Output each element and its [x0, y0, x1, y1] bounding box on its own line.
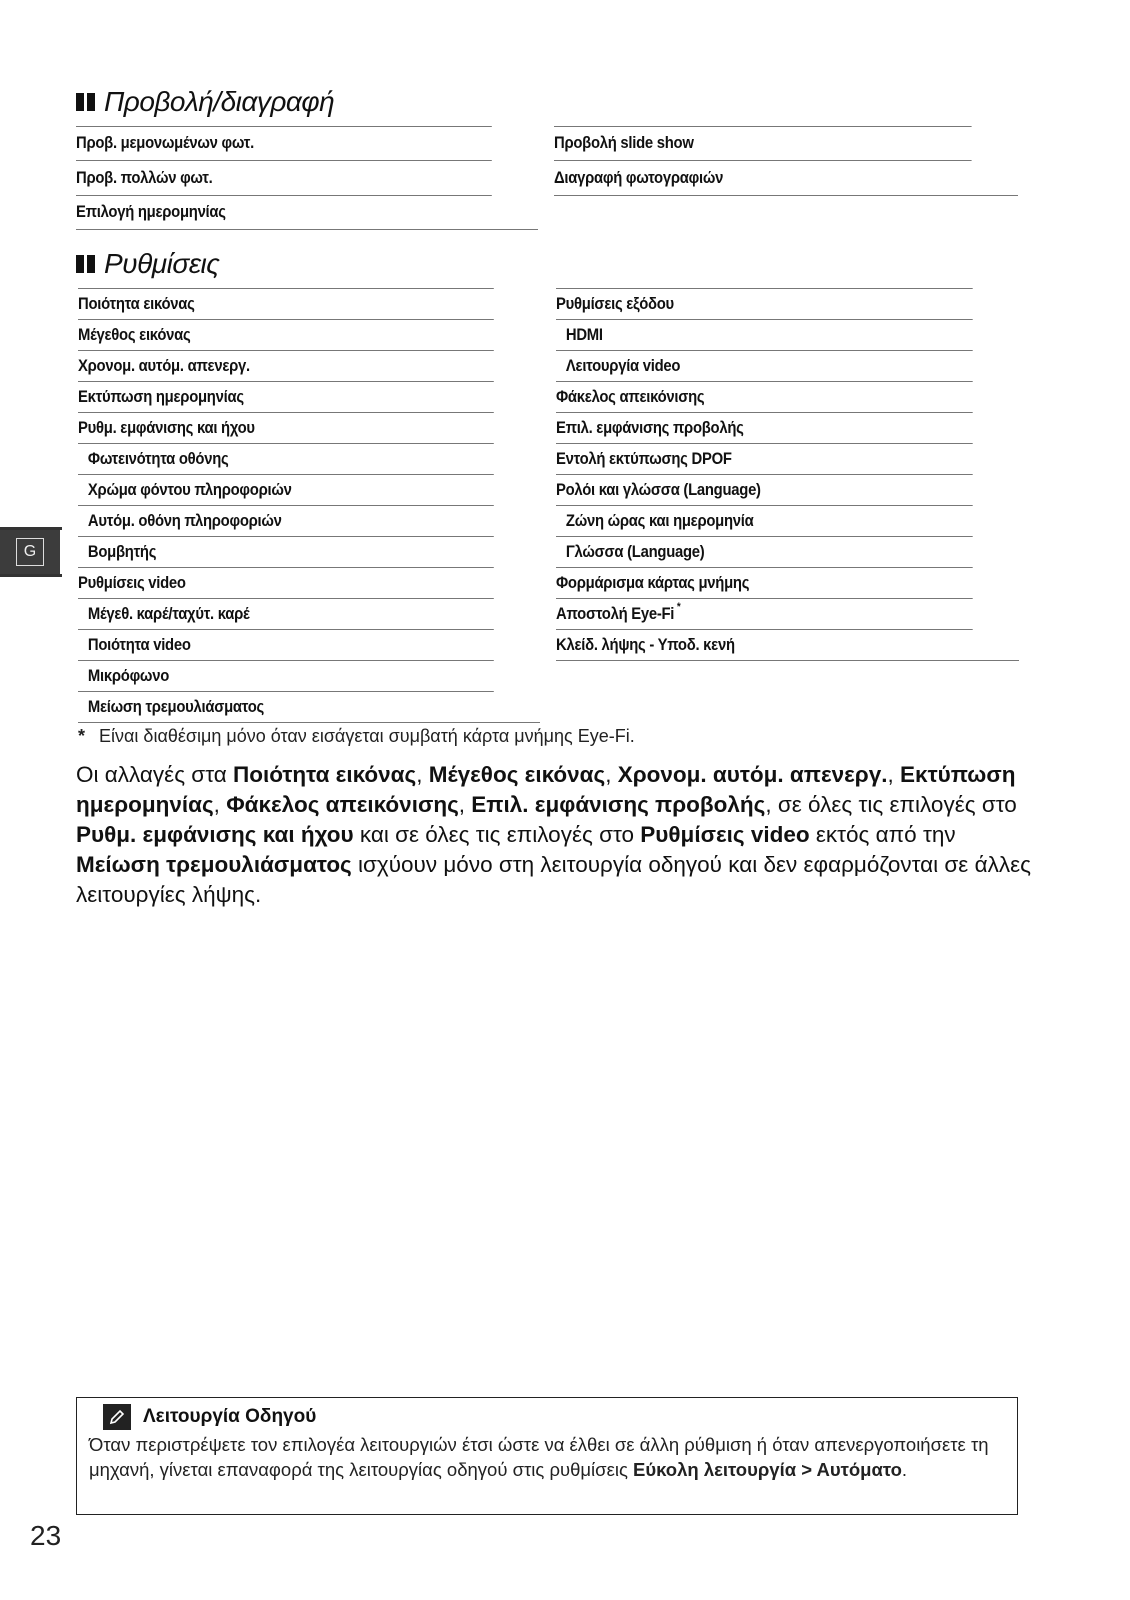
- paragraph-text: εκτός από την: [809, 822, 956, 847]
- setup-menu-right: [556, 288, 1019, 661]
- section-title: Προβολή/διαγραφή: [104, 86, 335, 117]
- menu-item-label: Επιλ. εμφάνισης προβολής: [556, 418, 744, 437]
- paragraph-text: ισχύουν μόνο στη λειτουργία οδηγού και δεν εφαρμόζονται σε άλλες λειτουργίες λήψης.: [76, 852, 1031, 907]
- body-paragraph: [76, 760, 1036, 910]
- note-box: [76, 1397, 1018, 1515]
- menu-item-label: Χρώμα φόντου πληροφοριών: [87, 480, 292, 499]
- menu-item: [556, 505, 973, 536]
- chapter-tab: [0, 527, 62, 577]
- playback-menu-right: [554, 126, 1018, 196]
- menu-item-label: Εντολή εκτύπωσης DPOF: [556, 449, 732, 468]
- menu-item-label: Ζώνη ώρας και ημερομηνία: [565, 511, 754, 530]
- menu-item-label: Μικρόφωνο: [87, 666, 170, 685]
- menu-item: [556, 536, 973, 567]
- menu-item: [556, 598, 973, 629]
- section-marker-icon: [76, 255, 95, 273]
- menu-item-label: Προβ. μεμονωμένων φωτ.: [76, 134, 254, 153]
- menu-item-label: Αποστολή Eye-Fi: [556, 604, 675, 623]
- section-heading-setup: [76, 248, 219, 280]
- menu-item: [78, 288, 494, 319]
- menu-item: [78, 598, 494, 629]
- footnote-mark: *: [78, 726, 86, 746]
- menu-item-label: Γλώσσα (Language): [565, 542, 705, 561]
- paragraph-term: Μέγεθος εικόνας: [428, 762, 606, 787]
- page-number: 23: [30, 1520, 62, 1551]
- footnote-marker: *: [676, 601, 681, 613]
- menu-item: [556, 319, 973, 350]
- menu-item-label: Μέγεθ. καρέ/ταχύτ. καρέ: [87, 604, 250, 623]
- menu-item-label: Ρολόι και γλώσσα (Language): [556, 480, 761, 499]
- note-body: [89, 1432, 1005, 1482]
- paragraph-term: Μείωση τρεμουλιάσματος: [76, 852, 352, 877]
- footnote: [78, 726, 635, 747]
- paragraph-text: ,: [605, 762, 618, 787]
- menu-item-label: Μείωση τρεμουλιάσματος: [87, 697, 264, 716]
- menu-item: [556, 350, 973, 381]
- menu-item: [78, 567, 494, 598]
- menu-item-label: Βομβητής: [87, 542, 157, 561]
- menu-item: [556, 412, 973, 443]
- menu-item-label: Κλείδ. λήψης - Υποδ. κενή: [556, 635, 735, 654]
- menu-item: [78, 412, 494, 443]
- menu-item: [78, 691, 494, 722]
- paragraph-text: ,: [416, 762, 429, 787]
- chapter-tab-letter: G: [16, 538, 44, 566]
- menu-item-label: Αυτόμ. οθόνη πληροφοριών: [87, 511, 282, 530]
- paragraph-term: Ποιότητα εικόνας: [233, 762, 417, 787]
- section-marker-icon: [76, 93, 95, 111]
- menu-item: [76, 195, 492, 229]
- pencil-icon: [103, 1404, 131, 1430]
- menu-item: [78, 536, 494, 567]
- menu-item: [554, 160, 972, 194]
- paragraph-term: Ρυθμ. εμφάνισης και ήχου: [76, 822, 354, 847]
- menu-item: [76, 160, 492, 194]
- paragraph-term: Χρονομ. αυτόμ. απενεργ.: [617, 762, 888, 787]
- menu-item-label: Φορμάρισμα κάρτας μνήμης: [556, 573, 750, 592]
- note-body-bold: Εύκολη λειτουργία > Αυτόματο: [633, 1459, 902, 1480]
- menu-item: [78, 660, 494, 691]
- menu-item: [556, 474, 973, 505]
- menu-item: [554, 126, 972, 160]
- menu-item: [556, 567, 973, 598]
- menu-item-label: HDMI: [565, 325, 603, 344]
- menu-item-label: Προβολή slide show: [554, 134, 694, 153]
- menu-item: [78, 443, 494, 474]
- menu-item-label: Μέγεθος εικόνας: [78, 325, 191, 344]
- menu-item-label: Εκτύπωση ημερομηνίας: [78, 387, 244, 406]
- menu-item-label: Ρυθμίσεις εξόδου: [556, 294, 674, 313]
- section-heading-playback: [76, 86, 334, 118]
- menu-item: [556, 381, 973, 412]
- menu-item: [78, 381, 494, 412]
- note-body-text: Όταν περιστρέψετε τον επιλογέα λειτουργιών έτσι ώστε να έλθει σε άλλη ρύθμιση ή όταν απενεργοποιήσετε τη μηχανή, γίνεται επαναφορά της λειτουργίας οδηγού στις ρυθμίσεις: [89, 1434, 989, 1480]
- playback-menu-left: [76, 126, 538, 230]
- menu-item-label: Διαγραφή φωτογραφιών: [554, 168, 724, 187]
- paragraph-text: , σε όλες τις επιλογές στο: [765, 792, 1017, 817]
- setup-menu-left: [78, 288, 540, 723]
- menu-item: [556, 629, 973, 660]
- menu-item: [78, 629, 494, 660]
- menu-item-label: Φάκελος απεικόνισης: [556, 387, 705, 406]
- menu-item: [76, 126, 492, 160]
- paragraph-text: ,: [213, 792, 227, 817]
- menu-item-label: Φωτεινότητα οθόνης: [87, 449, 229, 468]
- note-title: Λειτουργία Οδηγού: [143, 1406, 317, 1427]
- menu-item: [78, 319, 494, 350]
- footnote-text: Είναι διαθέσιμη μόνο όταν εισάγεται συμβατή κάρτα μνήμης Eye-Fi.: [99, 726, 635, 746]
- menu-item-label: Ρυθμίσεις video: [78, 573, 186, 592]
- paragraph-term: Εκτύπωση ημερομηνίας: [76, 762, 1016, 817]
- menu-item: [556, 288, 973, 319]
- menu-item: [78, 505, 494, 536]
- menu-item: [78, 350, 494, 381]
- section-title: Ρυθμίσεις: [104, 248, 220, 279]
- menu-item: [556, 443, 973, 474]
- note-body-end: .: [901, 1459, 908, 1480]
- paragraph-term: Ρυθμίσεις video: [640, 822, 810, 847]
- menu-item-label: Λειτουργία video: [565, 356, 681, 375]
- menu-item: [78, 474, 494, 505]
- paragraph-text: και σε όλες τις επιλογές στο: [353, 822, 641, 847]
- paragraph-text: ,: [458, 792, 472, 817]
- paragraph-term: Επιλ. εμφάνισης προβολής: [471, 792, 766, 817]
- paragraph-term: Φάκελος απεικόνισης: [226, 792, 459, 817]
- menu-item-label: Επιλογή ημερομηνίας: [76, 202, 226, 221]
- menu-item-label: Ποιότητα εικόνας: [78, 294, 195, 313]
- menu-item-label: Ρυθμ. εμφάνισης και ήχου: [78, 418, 255, 437]
- paragraph-text: Οι αλλαγές στα: [76, 762, 234, 787]
- menu-item-label: Προβ. πολλών φωτ.: [76, 168, 213, 187]
- paragraph-text: ,: [887, 762, 901, 787]
- menu-item-label: Χρονομ. αυτόμ. απενεργ.: [78, 356, 250, 375]
- menu-item-label: Ποιότητα video: [87, 635, 191, 654]
